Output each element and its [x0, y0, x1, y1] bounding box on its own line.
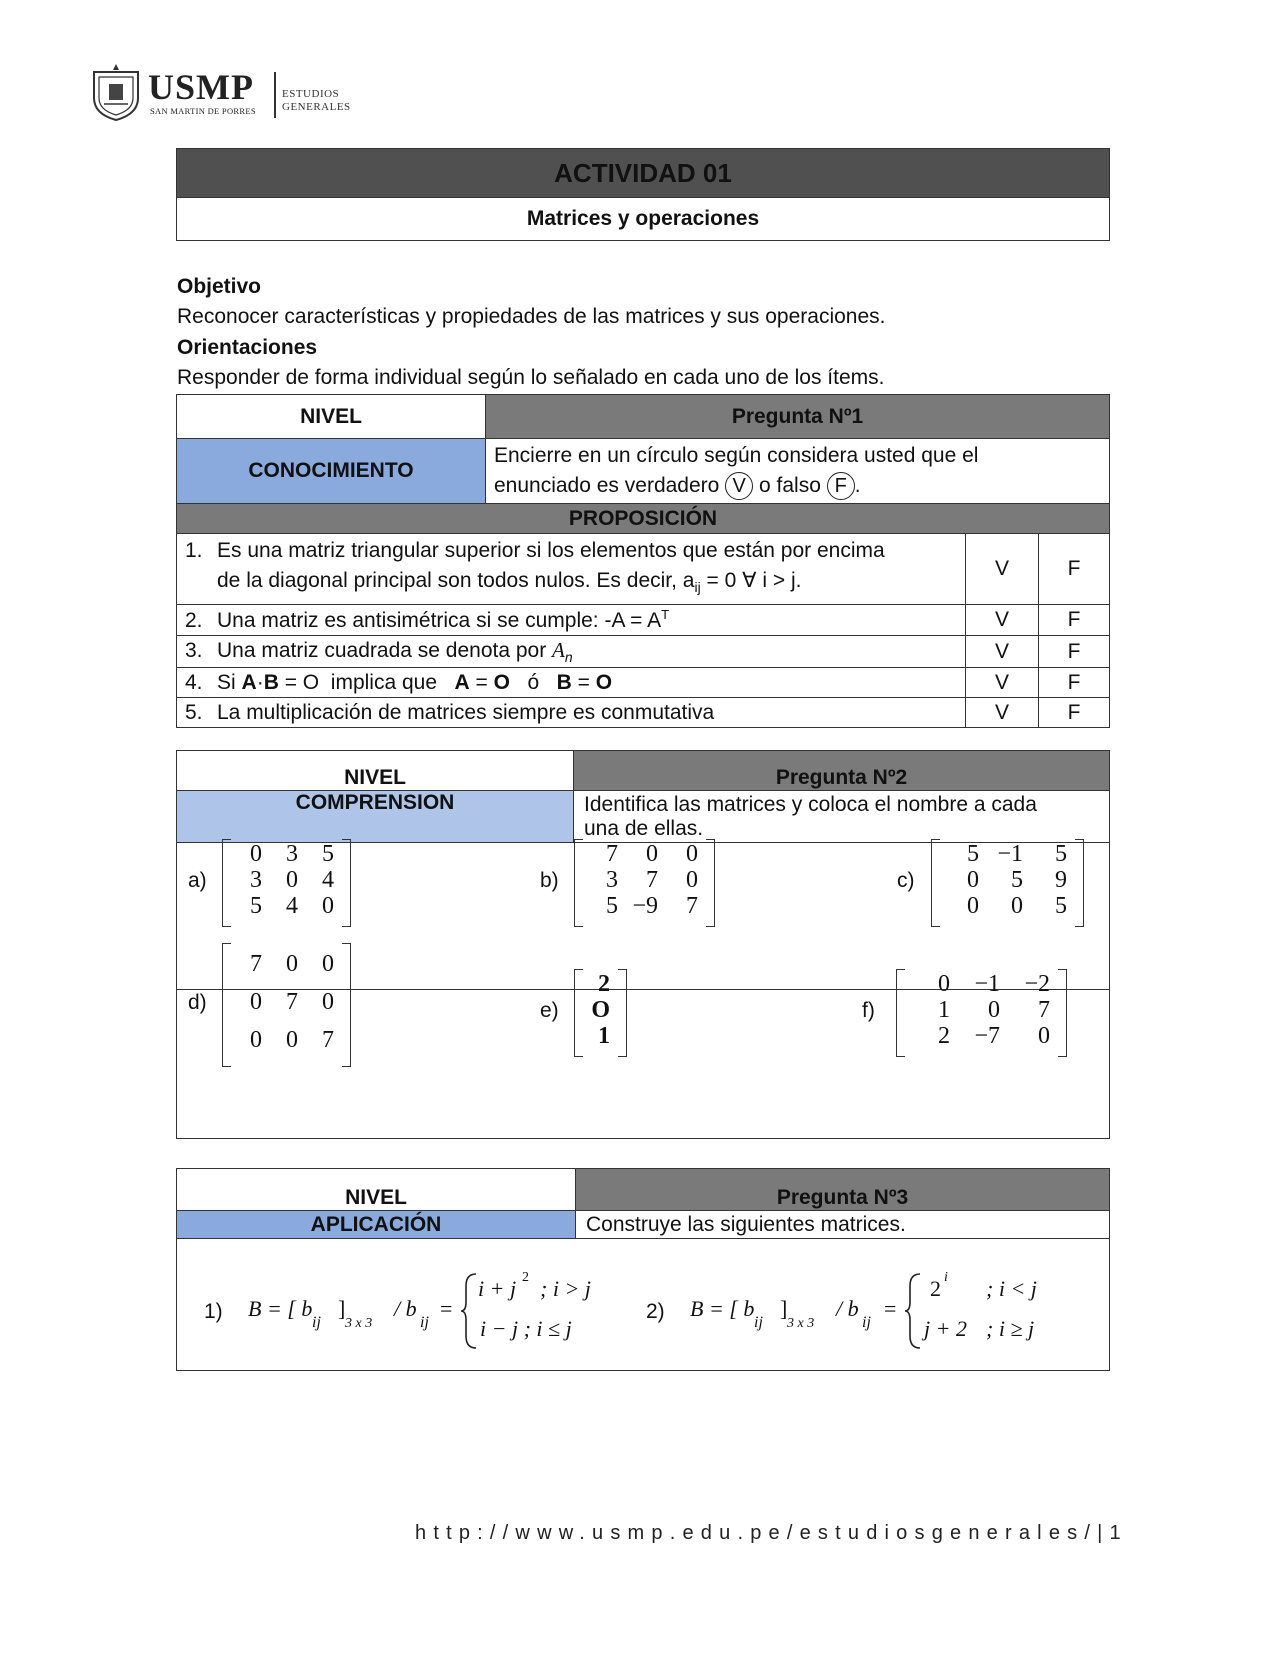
true-option[interactable]: V	[966, 636, 1039, 668]
matrix-cell: −1	[997, 841, 1023, 867]
matrix-cell: −2	[1024, 971, 1050, 997]
table-row	[177, 534, 1110, 605]
orientaciones-text: Responder de forma individual según lo señalado en cada uno de los ítems.	[177, 366, 885, 389]
formulas-row	[177, 1239, 1110, 1371]
matrix-cell: 0	[686, 841, 698, 867]
question-3-table	[176, 1168, 1110, 1371]
bracket-right	[1058, 969, 1067, 1057]
question-number: Pregunta Nº3	[576, 1169, 1110, 1211]
proposicion-header: PROPOSICIÓN	[177, 504, 1110, 534]
usmp-logo	[90, 62, 360, 126]
false-option[interactable]: F	[1039, 636, 1110, 668]
matrix-cell: 5	[967, 841, 979, 867]
true-option[interactable]: V	[966, 668, 1039, 698]
university-seal-icon	[90, 62, 142, 122]
formula-lhs: B = [ b	[248, 1296, 313, 1321]
matrix-cell: 4	[286, 893, 298, 919]
logo-wordmark: USMP	[148, 67, 254, 107]
bracket-right	[618, 969, 627, 1057]
question-instruction: Construye las siguientes matrices.	[576, 1211, 1110, 1239]
question-2-table	[176, 750, 1110, 1139]
footer-url[interactable]: http://www.usmp.edu.pe/estudiosgenerales/	[415, 1522, 1098, 1544]
bracket-right	[342, 839, 351, 927]
proposition-text: 2. Una matriz es antisimétrica si se cumple: $-A = A^T$	[177, 605, 966, 636]
matrix-label: e)	[540, 999, 559, 1022]
formula-number: 1)	[204, 1300, 223, 1323]
question-number: Pregunta Nº2	[574, 751, 1110, 791]
matrix-cell: 0	[286, 1027, 298, 1053]
false-option[interactable]: F	[1039, 534, 1110, 605]
matrix-label: b)	[540, 869, 559, 892]
matrix-cell: 7	[686, 893, 698, 919]
bracket-left	[931, 839, 940, 927]
false-circle-icon: F	[827, 472, 855, 500]
question-instruction: Encierre en un círculo según considera usted que el enunciado es verdadero V o falso F .	[486, 439, 1110, 504]
matrix-cell: 0	[967, 893, 979, 919]
matrix-cell: 0	[322, 893, 334, 919]
true-option[interactable]: V	[966, 534, 1039, 605]
matrix-cell: 5	[606, 893, 618, 919]
formula-number: 2)	[646, 1300, 665, 1323]
matrix-cell: 0	[250, 841, 262, 867]
bracket-left	[222, 943, 231, 1067]
logo-subtitle: SAN MARTIN DE PORRES	[150, 106, 256, 116]
matrix-cell: 0	[1038, 1023, 1050, 1049]
table-row	[177, 698, 1110, 728]
matrix-cell: −7	[974, 1023, 1000, 1049]
nivel-value: APLICACIÓN	[177, 1211, 576, 1239]
matrix-cell: 4	[322, 867, 334, 893]
page-footer: http://www.usmp.edu.pe/estudiosgenerales/|1	[415, 1522, 1128, 1544]
brace-icon	[460, 1272, 478, 1350]
table-row	[177, 605, 1110, 636]
matrix-cell: 0	[286, 867, 298, 893]
brace-icon	[904, 1272, 922, 1350]
matrix-cell: 0	[322, 951, 334, 977]
matrix-cell: 0	[250, 989, 262, 1015]
question-instruction: Identifica las matrices y coloca el nombre a cada una de ellas.	[574, 791, 1110, 843]
bracket-left	[574, 839, 583, 927]
matrix-cell: 0	[1011, 893, 1023, 919]
true-option[interactable]: V	[966, 698, 1039, 728]
matrix-cell: 7	[1038, 997, 1050, 1023]
matrix-cell: 7	[606, 841, 618, 867]
question-number: Pregunta Nº1	[486, 395, 1110, 439]
matrix-cell: 9	[1055, 867, 1067, 893]
nivel-header: NIVEL	[177, 395, 486, 439]
matrix-cell: 2	[938, 1023, 950, 1049]
matrix-cell: 7	[646, 867, 658, 893]
logo-divider	[274, 72, 276, 118]
nivel-value: CONOCIMIENTO	[177, 439, 486, 504]
matrix-cell: 0	[322, 989, 334, 1015]
matrix-label: a)	[188, 869, 207, 892]
nivel-header: NIVEL	[177, 751, 574, 791]
orientaciones-label: Orientaciones	[177, 336, 318, 359]
matrix-cell: 0	[988, 997, 1000, 1023]
proposition-text: 1. Es una matriz triangular superior si los elementos que están por encima de la diagonal principal son todos nulos. Es decir, $a_{ij} = 0$ ∀ i > j.	[177, 534, 966, 605]
matrix-cell: 0	[938, 971, 950, 997]
objetivo-text: Reconocer características y propiedades de las matrices y sus operaciones.	[177, 305, 886, 328]
matrix-cell: 0	[250, 1027, 262, 1053]
bracket-right	[342, 943, 351, 1067]
bracket-right	[706, 839, 715, 927]
false-option[interactable]: F	[1039, 605, 1110, 636]
matrix-cell: 0	[646, 841, 658, 867]
proposition-text: 4. Si A·B = O implica que A = O ó B = O	[177, 668, 966, 698]
matrix-cell: 5	[1011, 867, 1023, 893]
nivel-value: COMPRENSION	[177, 791, 574, 843]
matrix-cell: 0	[686, 867, 698, 893]
matrix-cell: 7	[322, 1027, 334, 1053]
matrix-cell: 5	[322, 841, 334, 867]
true-circle-icon: V	[725, 472, 753, 500]
formula-lhs: B = [ b	[690, 1296, 755, 1321]
table-row	[177, 668, 1110, 698]
activity-heading: ACTIVIDAD 01	[177, 149, 1110, 198]
matrix-cell: 7	[250, 951, 262, 977]
page-number: 1	[1109, 1522, 1128, 1544]
matrix-cell: 5	[1055, 893, 1067, 919]
question-1-table	[176, 394, 1110, 728]
matrix-cell: 3	[286, 841, 298, 867]
bracket-left	[896, 969, 905, 1057]
true-option[interactable]: V	[966, 605, 1039, 636]
proposition-text: 5. La multiplicación de matrices siempre es conmutativa	[177, 698, 966, 728]
matrix-cell: 3	[250, 867, 262, 893]
objetivo-label: Objetivo	[177, 275, 262, 298]
matrix-cell: 0	[967, 867, 979, 893]
false-option[interactable]: F	[1039, 698, 1110, 728]
matrix-label: c)	[897, 869, 915, 892]
matrix-cell: 5	[250, 893, 262, 919]
nivel-header: NIVEL	[177, 1169, 576, 1211]
matrix-cell: 1	[598, 1023, 610, 1049]
matrix-label: d)	[188, 991, 207, 1014]
matrix-cell: 2	[598, 971, 610, 997]
proposition-text: 3. Una matriz cuadrada se denota por $A_n$	[177, 636, 966, 668]
bracket-left	[222, 839, 231, 927]
matrix-cell: 0	[286, 951, 298, 977]
matrix-cell: 5	[1055, 841, 1067, 867]
false-option[interactable]: F	[1039, 668, 1110, 698]
activity-title-box	[176, 148, 1110, 241]
activity-subtitle: Matrices y operaciones	[177, 198, 1110, 241]
table-row	[177, 636, 1110, 668]
matrix-cell: 1	[938, 997, 950, 1023]
matrix-cell: 7	[286, 989, 298, 1015]
matrix-label: f)	[862, 999, 875, 1022]
bracket-right	[1075, 839, 1084, 927]
matrix-cell: 3	[606, 867, 618, 893]
matrix-cell: O	[591, 997, 610, 1023]
matrix-cell: −1	[974, 971, 1000, 997]
unit-name: ESTUDIOS GENERALES	[282, 88, 351, 113]
matrix-cell: −9	[632, 893, 658, 919]
